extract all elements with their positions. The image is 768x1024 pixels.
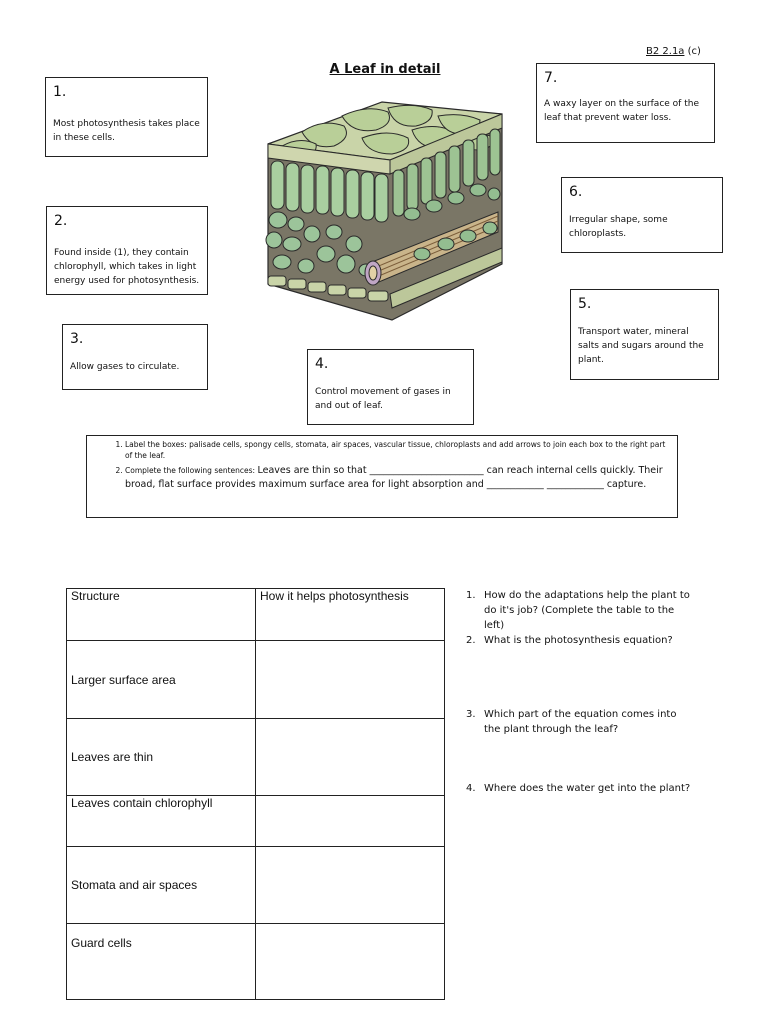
label-box-number: 7. (544, 70, 558, 86)
table-cell-answer[interactable] (256, 924, 445, 1000)
label-box-number: 3. (70, 331, 84, 347)
instruction-box (86, 435, 678, 518)
question-item (466, 781, 696, 796)
label-box-text: Control movement of gases in and out of leaf. (315, 387, 451, 411)
leaf-cross-section-icon (262, 94, 508, 322)
question-text: How do the adaptations help the plant to do it's job? (Complete the table to the left) (484, 590, 690, 631)
question-number: 3. (466, 709, 476, 720)
reference-code-main: B2 2.1a (646, 46, 685, 57)
instruction-item-2-lead: Complete the following sentences: (125, 465, 256, 475)
table-header-structure: Structure (67, 589, 256, 641)
label-box-text: A waxy layer on the surface of the leaf that prevent water loss. (544, 99, 699, 123)
label-box-number: 5. (578, 296, 592, 312)
label-box-number: 2. (54, 213, 68, 229)
table-cell-structure: Leaves are thin (67, 719, 256, 796)
label-box-number: 1. (53, 84, 67, 100)
question-number: 4. (466, 783, 476, 794)
label-box-text: Most photosynthesis takes place in these cells. (53, 119, 200, 143)
table-row (67, 641, 445, 719)
table-row (67, 924, 445, 1000)
label-box-text: Irregular shape, some chloroplasts. (569, 215, 668, 239)
adaptations-table (66, 588, 445, 1000)
label-box-text: Allow gases to circulate. (70, 362, 180, 372)
label-box-4[interactable] (307, 349, 474, 425)
label-box-number: 4. (315, 356, 329, 372)
table-cell-structure: Stomata and air spaces (67, 847, 256, 924)
reference-code-suffix: (c) (687, 46, 701, 57)
label-box-text: Transport water, mineral salts and sugars around the plant. (578, 327, 704, 365)
table-cell-answer[interactable] (256, 641, 445, 719)
table-row (67, 847, 445, 924)
question-text: What is the photosynthesis equation? (484, 635, 673, 646)
table-row (67, 719, 445, 796)
reference-code (646, 46, 701, 57)
label-box-text: Found inside (1), they contain chlorophyll, which takes in light energy used for photosynthesis. (54, 248, 200, 286)
table-row (67, 796, 445, 847)
table-cell-answer[interactable] (256, 796, 445, 847)
table-cell-answer[interactable] (256, 719, 445, 796)
fill-in-sentence[interactable]: Leaves are thin so that ________________________ can reach internal cells quickly. Their broad, flat surface provides maximum surface area for light absorption and ____________ ____________ capture. (125, 464, 663, 491)
table-cell-structure: Larger surface area (67, 641, 256, 719)
label-box-number: 6. (569, 184, 583, 200)
label-box-1[interactable] (45, 77, 208, 157)
question-text: Which part of the equation comes into the plant through the leaf? (484, 709, 677, 735)
question-number: 2. (466, 635, 476, 646)
question-item (466, 633, 696, 648)
label-box-2[interactable] (46, 206, 208, 295)
instruction-item-2[interactable] (125, 464, 667, 493)
page-title: A Leaf in detail (329, 62, 441, 77)
question-item (466, 707, 696, 737)
question-number: 1. (466, 590, 476, 601)
table-cell-answer[interactable] (256, 847, 445, 924)
label-box-3[interactable] (62, 324, 208, 390)
question-item (466, 588, 696, 633)
table-cell-structure: Leaves contain chlorophyll (67, 796, 256, 847)
label-box-6[interactable] (561, 177, 723, 253)
question-text: Where does the water get into the plant? (484, 783, 691, 794)
instruction-item-1: 1. Label the boxes: palisade cells, spongy cells, stomata, air spaces, vascular tissue, chloroplasts and add arrows to join each box to the right part of the leaf. (125, 440, 667, 462)
label-box-5[interactable] (570, 289, 719, 380)
label-box-7[interactable] (536, 63, 715, 143)
table-header-how: How it helps photosynthesis (256, 589, 445, 641)
table-cell-structure: Guard cells (67, 924, 256, 1000)
